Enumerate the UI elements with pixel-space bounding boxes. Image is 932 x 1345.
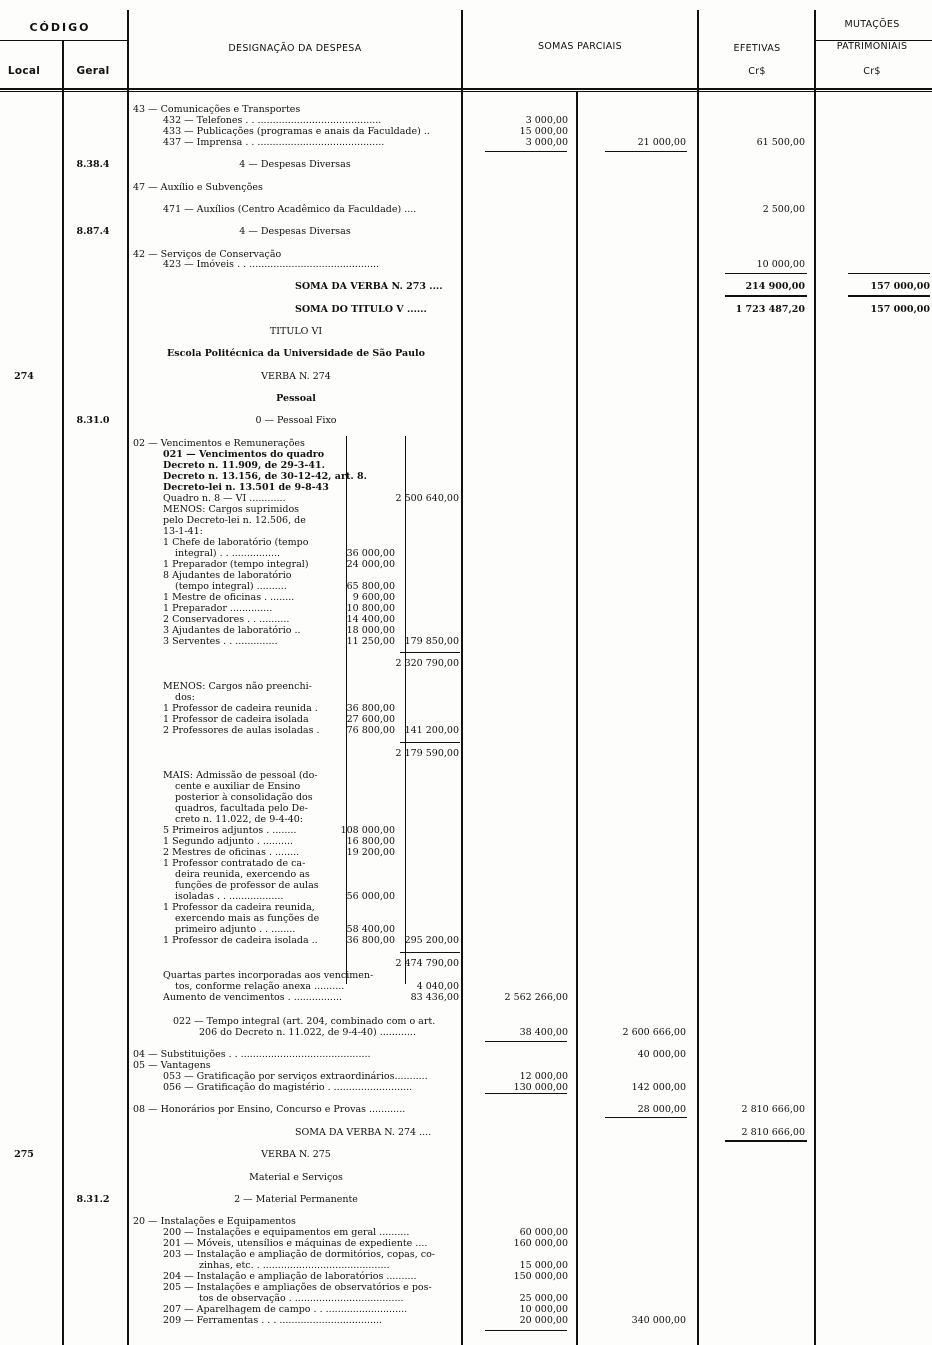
line-description: 1 Professor contratado de ca-	[163, 858, 306, 869]
line-amount-s1: 16 800,00	[346, 836, 395, 847]
line-description: tos, conforme relação anexa ..........	[175, 981, 345, 992]
sum-rule	[605, 151, 687, 152]
sum-rule	[485, 1041, 567, 1042]
line-amount-v1: 3 000,00	[525, 115, 568, 126]
line-description: funções de professor de aulas	[175, 880, 319, 891]
line-amount-v3: 1 723 487,20	[735, 304, 805, 315]
header-bottom-rule-1	[0, 88, 932, 90]
line-description: 200 — Instalações e equipamentos em geral ..........	[163, 1227, 410, 1238]
line-description: 0 — Pessoal Fixo	[255, 415, 337, 426]
line-description: 2 — Material Permanente	[234, 1194, 358, 1205]
line-description: 1 Segundo adjunto . ..........	[163, 836, 294, 847]
line-description: SOMA DA VERBA N. 273 ....	[295, 281, 443, 292]
line-amount-s1: 58 400,00	[346, 924, 395, 935]
header-mutacoes: MUTAÇÕES	[844, 19, 900, 30]
line-description: Pessoal	[276, 393, 316, 404]
sum-rule	[400, 952, 460, 953]
line-description: quadros, facultada pelo De-	[175, 803, 308, 814]
line-description: 1 Preparador (tempo integral)	[163, 559, 309, 570]
line-description: 021 — Vencimentos do quadro	[163, 449, 325, 460]
line-description: integral) . . ................	[175, 548, 281, 559]
line-description: posterior à consolidação dos	[175, 792, 313, 803]
line-description: Quadro n. 8 — VI ............	[163, 493, 286, 504]
line-amount-s1: 27 600,00	[346, 714, 395, 725]
line-amount-s1: 18 000,00	[346, 625, 395, 636]
line-amount-s1: 19 200,00	[346, 847, 395, 858]
column-rule-efetivas	[814, 10, 816, 1345]
line-amount-v3: 61 500,00	[756, 137, 805, 148]
line-description: 207 — Aparelhagem de campo . . ...........................	[163, 1304, 408, 1315]
line-description: 13-1-41:	[163, 526, 203, 537]
line-amount-v1: 130 000,00	[513, 1082, 568, 1093]
line-code-geral: 8.31.2	[76, 1194, 110, 1205]
line-amount-v1: 2 562 266,00	[504, 992, 568, 1003]
sum-rule	[725, 295, 807, 297]
line-amount-v1: 10 000,00	[519, 1304, 568, 1315]
column-rule-designacao	[461, 10, 463, 1345]
sum-rule	[605, 1117, 687, 1118]
line-description: 209 — Ferramentas . . . ..................................	[163, 1315, 383, 1326]
line-description: 42 — Serviços de Conservação	[133, 249, 282, 260]
line-description: 1 Chefe de laboratório (tempo	[163, 537, 309, 548]
line-description: VERBA N. 275	[261, 1149, 331, 1160]
line-description: dos:	[175, 692, 195, 703]
line-description: 3 Ajudantes de laboratório ..	[163, 625, 301, 636]
line-description: isoladas . . ..................	[175, 891, 284, 902]
line-amount-s1: 36 800,00	[346, 935, 395, 946]
line-amount-v1: 60 000,00	[519, 1227, 568, 1238]
line-amount-s2: 2 320 790,00	[395, 658, 459, 669]
line-description: 053 — Gratificação por serviços extraordinários...........	[163, 1071, 428, 1082]
line-amount-s2: 2 500 640,00	[395, 493, 459, 504]
line-description: 1 Preparador ..............	[163, 603, 273, 614]
line-description: deira reunida, exercendo as	[175, 869, 310, 880]
line-description: cente e auxiliar de Ensino	[175, 781, 301, 792]
line-description: 08 — Honorários por Ensino, Concurso e Provas ............	[133, 1104, 406, 1115]
line-amount-v4: 157 000,00	[870, 281, 930, 292]
line-description: Decreto-lei n. 13.501 de 9-8-43	[163, 482, 329, 493]
line-description: 2 Mestres de oficinas . ........	[163, 847, 300, 858]
line-description: 3 Serventes . . ..............	[163, 636, 278, 647]
line-amount-s1: 11 250,00	[346, 636, 395, 647]
line-description: Material e Serviços	[249, 1172, 343, 1183]
line-description: 5 Primeiros adjuntos . ........	[163, 825, 297, 836]
header-efetivas: EFETIVAS	[733, 43, 781, 54]
line-amount-v1: 150 000,00	[513, 1271, 568, 1282]
sum-rule	[400, 742, 460, 743]
line-description: 432 — Telefones . . .........................................	[163, 115, 382, 126]
line-amount-s2: 141 200,00	[404, 725, 459, 736]
header-rule-codigo	[0, 40, 128, 41]
line-description: Escola Politécnica da Universidade de São Paulo	[167, 348, 425, 359]
line-amount-s1: 14 400,00	[346, 614, 395, 625]
line-description: zinhas, etc. . ..........................................	[199, 1260, 390, 1271]
line-amount-s1: 36 800,00	[346, 703, 395, 714]
line-description: 204 — Instalação e ampliação de laboratórios ..........	[163, 1271, 417, 1282]
sum-rule	[485, 1330, 567, 1331]
line-description: 203 — Instalação e ampliação de dormitórios, copas, co-	[163, 1249, 435, 1260]
column-rule-inner-2	[405, 436, 406, 984]
line-amount-s1: 108 000,00	[340, 825, 395, 836]
header-efetivas-unit: Cr$	[748, 66, 766, 77]
line-amount-s2: 2 474 790,00	[395, 958, 459, 969]
line-description: 4 — Despesas Diversas	[239, 226, 351, 237]
column-rule-somas	[697, 10, 699, 1345]
line-amount-s2: 295 200,00	[404, 935, 459, 946]
line-amount-v1: 38 400,00	[519, 1027, 568, 1038]
line-description: 43 — Comunicações e Transportes	[133, 104, 301, 115]
line-description: Decreto n. 13.156, de 30-12-42, art. 8.	[163, 471, 367, 482]
header-mutacoes-unit: Cr$	[863, 66, 881, 77]
line-amount-v2: 2 600 666,00	[622, 1027, 686, 1038]
line-amount-v1: 15 000,00	[519, 126, 568, 137]
line-amount-v1: 12 000,00	[519, 1071, 568, 1082]
line-amount-s2: 4 040,00	[416, 981, 459, 992]
line-description: 02 — Vencimentos e Remunerações	[133, 438, 305, 449]
line-amount-v1: 25 000,00	[519, 1293, 568, 1304]
line-description: 20 — Instalações e Equipamentos	[133, 1216, 296, 1227]
line-description: 201 — Móveis, utensílios e máquinas de expediente ....	[163, 1238, 428, 1249]
line-amount-s1: 10 800,00	[346, 603, 395, 614]
line-description: SOMA DO TITULO V ......	[295, 304, 427, 315]
line-description: 1 Professor da cadeira reunida,	[163, 902, 315, 913]
line-description: 056 — Gratificação do magistério . ..........................	[163, 1082, 413, 1093]
line-description: SOMA DA VERBA N. 274 ....	[295, 1127, 432, 1138]
line-description: 4 — Despesas Diversas	[239, 159, 351, 170]
line-amount-s1: 9 600,00	[352, 592, 395, 603]
line-amount-v3: 214 900,00	[745, 281, 805, 292]
line-amount-v3: 10 000,00	[756, 259, 805, 270]
line-description: 04 — Substituições . . ...........................................	[133, 1049, 371, 1060]
header-bottom-rule-2	[0, 91, 932, 92]
line-description: Quartas partes incorporadas aos vencimen-	[163, 970, 374, 981]
sum-rule	[400, 652, 460, 653]
line-description: exercendo mais as funções de	[175, 913, 320, 924]
line-amount-s2: 2 179 590,00	[395, 748, 459, 759]
line-amount-v2: 40 000,00	[637, 1049, 686, 1060]
line-description: MENOS: Cargos suprimidos	[163, 504, 300, 515]
line-description: pelo Decreto-lei n. 12.506, de	[163, 515, 306, 526]
line-code-geral: 8.87.4	[76, 226, 110, 237]
line-amount-v4: 157 000,00	[870, 304, 930, 315]
line-description: primeiro adjunto . . ........	[175, 924, 296, 935]
sum-rule	[485, 151, 567, 152]
header-patrimoniais: PATRIMONIAIS	[836, 41, 908, 52]
line-description: 8 Ajudantes de laboratório	[163, 570, 292, 581]
line-description: (tempo integral) ..........	[175, 581, 287, 592]
line-amount-v1: 15 000,00	[519, 1260, 568, 1271]
line-description: MENOS: Cargos não preenchi-	[163, 681, 312, 692]
line-amount-v2: 340 000,00	[631, 1315, 686, 1326]
line-description: MAIS: Admissão de pessoal (do-	[163, 770, 318, 781]
line-description: Decreto n. 11.909, de 29-3-41.	[163, 460, 325, 471]
line-description: 05 — Vantagens	[133, 1060, 211, 1071]
line-amount-s1: 65 800,00	[346, 581, 395, 592]
line-code-geral: 8.31.0	[76, 415, 110, 426]
sum-rule	[848, 273, 930, 274]
column-rule-local	[62, 40, 64, 1345]
line-amount-v2: 21 000,00	[637, 137, 686, 148]
header-somas-parciais: SOMAS PARCIAIS	[538, 41, 622, 52]
line-description: 1 Professor de cadeira isolada ..	[163, 935, 318, 946]
sum-rule	[485, 1093, 567, 1094]
line-amount-v2: 28 000,00	[637, 1104, 686, 1115]
line-amount-v1: 160 000,00	[513, 1238, 568, 1249]
line-amount-v3: 2 810 666,00	[741, 1127, 805, 1138]
line-code-local: 275	[14, 1149, 34, 1160]
line-amount-v2: 142 000,00	[631, 1082, 686, 1093]
line-description: 471 — Auxílios (Centro Acadêmico da Faculdade) ....	[163, 204, 417, 215]
line-description: 2 Conservadores . . ..........	[163, 614, 290, 625]
line-description: VERBA N. 274	[261, 371, 331, 382]
line-description: 2 Professores de aulas isoladas .	[163, 725, 320, 736]
line-description: 206 do Decreto n. 11.022, de 9-4-40) ............	[199, 1027, 416, 1038]
sum-rule	[848, 295, 930, 297]
line-amount-s1: 24 000,00	[346, 559, 395, 570]
line-code-geral: 8.38.4	[76, 159, 110, 170]
header-codigo: CÓDIGO	[29, 21, 91, 34]
line-description: 433 — Publicações (programas e anais da Faculdade) ..	[163, 126, 430, 137]
sum-rule	[725, 1140, 807, 1142]
line-description: 1 Professor de cadeira isolada	[163, 714, 309, 725]
line-description: 205 — Instalações e ampliações de observatórios e pos-	[163, 1282, 432, 1293]
line-description: 423 — Imóveis . . ...........................................	[163, 259, 380, 270]
line-amount-v3: 2 500,00	[762, 204, 805, 215]
line-description: creto n. 11.022, de 9-4-40:	[175, 814, 303, 825]
header-designacao: DESIGNAÇÃO DA DESPESA	[228, 43, 362, 54]
header-local: Local	[7, 65, 41, 77]
line-description: 1 Professor de cadeira reunida .	[163, 703, 318, 714]
line-amount-s2: 83 436,00	[410, 992, 459, 1003]
line-description: 47 — Auxílio e Subvenções	[133, 182, 263, 193]
header-rule-mutacoes	[815, 40, 932, 41]
line-description: 022 — Tempo integral (art. 204, combinado com o art.	[173, 1016, 436, 1027]
line-amount-s2: 179 850,00	[404, 636, 459, 647]
line-code-local: 274	[14, 371, 34, 382]
line-amount-v3: 2 810 666,00	[741, 1104, 805, 1115]
line-description: Aumento de vencimentos . ................	[163, 992, 343, 1003]
line-description: 1 Mestre de oficinas . ........	[163, 592, 295, 603]
line-description: TITULO VI	[269, 326, 323, 337]
line-amount-s1: 36 000,00	[346, 548, 395, 559]
line-amount-v1: 3 000,00	[525, 137, 568, 148]
header-geral: Geral	[76, 65, 110, 77]
line-amount-s1: 76 800,00	[346, 725, 395, 736]
line-description: tos de observação . ....................................	[199, 1293, 404, 1304]
line-amount-s1: 56 000,00	[346, 891, 395, 902]
column-rule-somas-mid	[576, 92, 578, 1345]
sum-rule	[725, 273, 807, 274]
column-rule-geral	[127, 10, 129, 1345]
line-amount-v1: 20 000,00	[519, 1315, 568, 1326]
line-description: 437 — Imprensa . . ..........................................	[163, 137, 385, 148]
